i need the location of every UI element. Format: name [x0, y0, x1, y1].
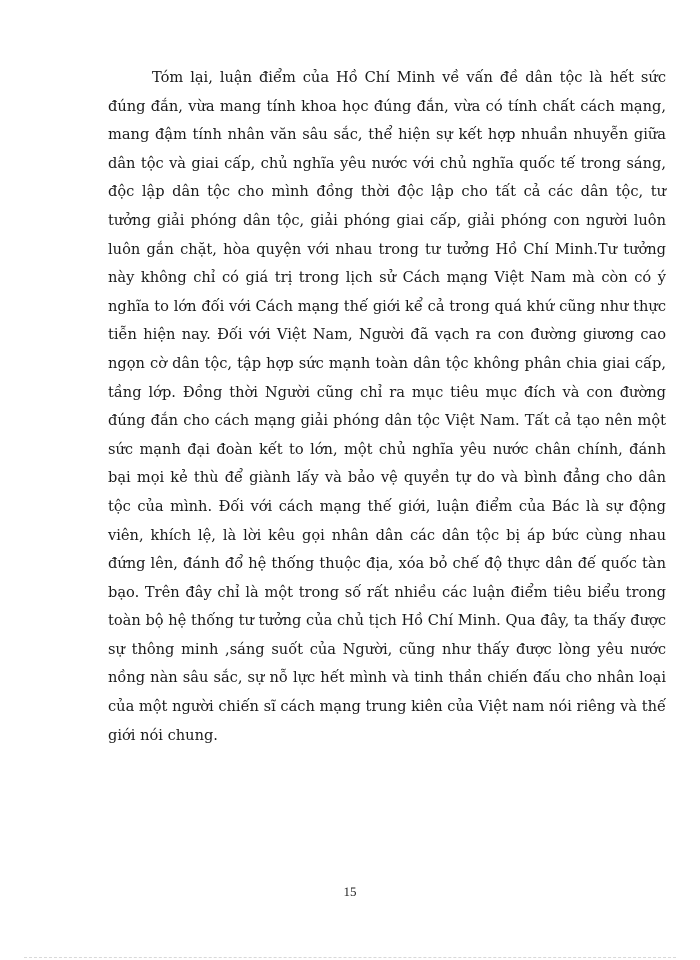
page-number: 15	[343, 884, 357, 899]
page-bottom-divider	[24, 957, 676, 958]
body-paragraph: Tóm lại, luận điểm của Hồ Chí Minh về vấn đề dân tộc là hết sức đúng đắn, vừa mang tính khoa học đúng đắn, vừa có tính chất cách mạng, mang đậm tính nhân văn sâu sắc, thể hiện sự kết hợp nhuần nhuyễn giữa dân tộc và giai cấp, chủ nghĩa yêu nước với chủ nghĩa quốc tế trong sáng, độc lập dân tộc cho mình đồng thời độc lập cho tất cả các dân tộc, tư tưởng giải phóng dân tộc, giải phóng giai cấp, giải phóng con người luôn luôn gắn chặt, hòa quyện với nhau trong tư tưởng Hồ Chí Minh.Tư tưởng này không chỉ có giá trị trong lịch sử Cách mạng Việt Nam mà còn có ý nghĩa to lớn đối với Cách mạng thế giới kể cả trong quá khứ cũng như thực tiễn hiện nay. Đối với Việt Nam, Người đã vạch ra con đường giương cao ngọn cờ dân tộc, tập hợp sức mạnh toàn dân tộc không phân chia giai cấp, tầng lớp. Đồng thời Người cũng chỉ ra mục tiêu mục đích và con đường đúng đắn cho cách mạng giải phóng dân tộc Việt Nam. Tất cả tạo nên một sức mạnh đại đoàn kết to lớn, một chủ nghĩa yêu nước chân chính, đánh bại mọi kẻ thù để giành lấy và bảo vệ quyền tự do và bình đẳng cho dân tộc của mình. Đối với cách mạng thế giới, luận điểm của Bác là sự động viên, khích lệ, là lời kêu gọi nhân dân các dân tộc bị áp bức cùng nhau đứng lên, đánh đổ hệ thống thuộc địa, xóa bỏ chế độ thực dân đế quốc tàn bạo. Trên đây chỉ là một trong số rất nhiều các luận điểm tiêu biểu trong toàn bộ hệ thống tư tưởng của chủ tịch Hồ Chí Minh. Qua đây, ta thấy được sự thông minh ,sáng suốt của Người, cũng như thấy được lòng yêu nước nồng nàn sâu sắc, sự nỗ lực hết mình và tinh thần chiến đấu cho nhân loại của một người chiến sĩ cách mạng trung kiên của Việt nam nói riêng và thế giới nói chung.	[108, 69, 666, 744]
